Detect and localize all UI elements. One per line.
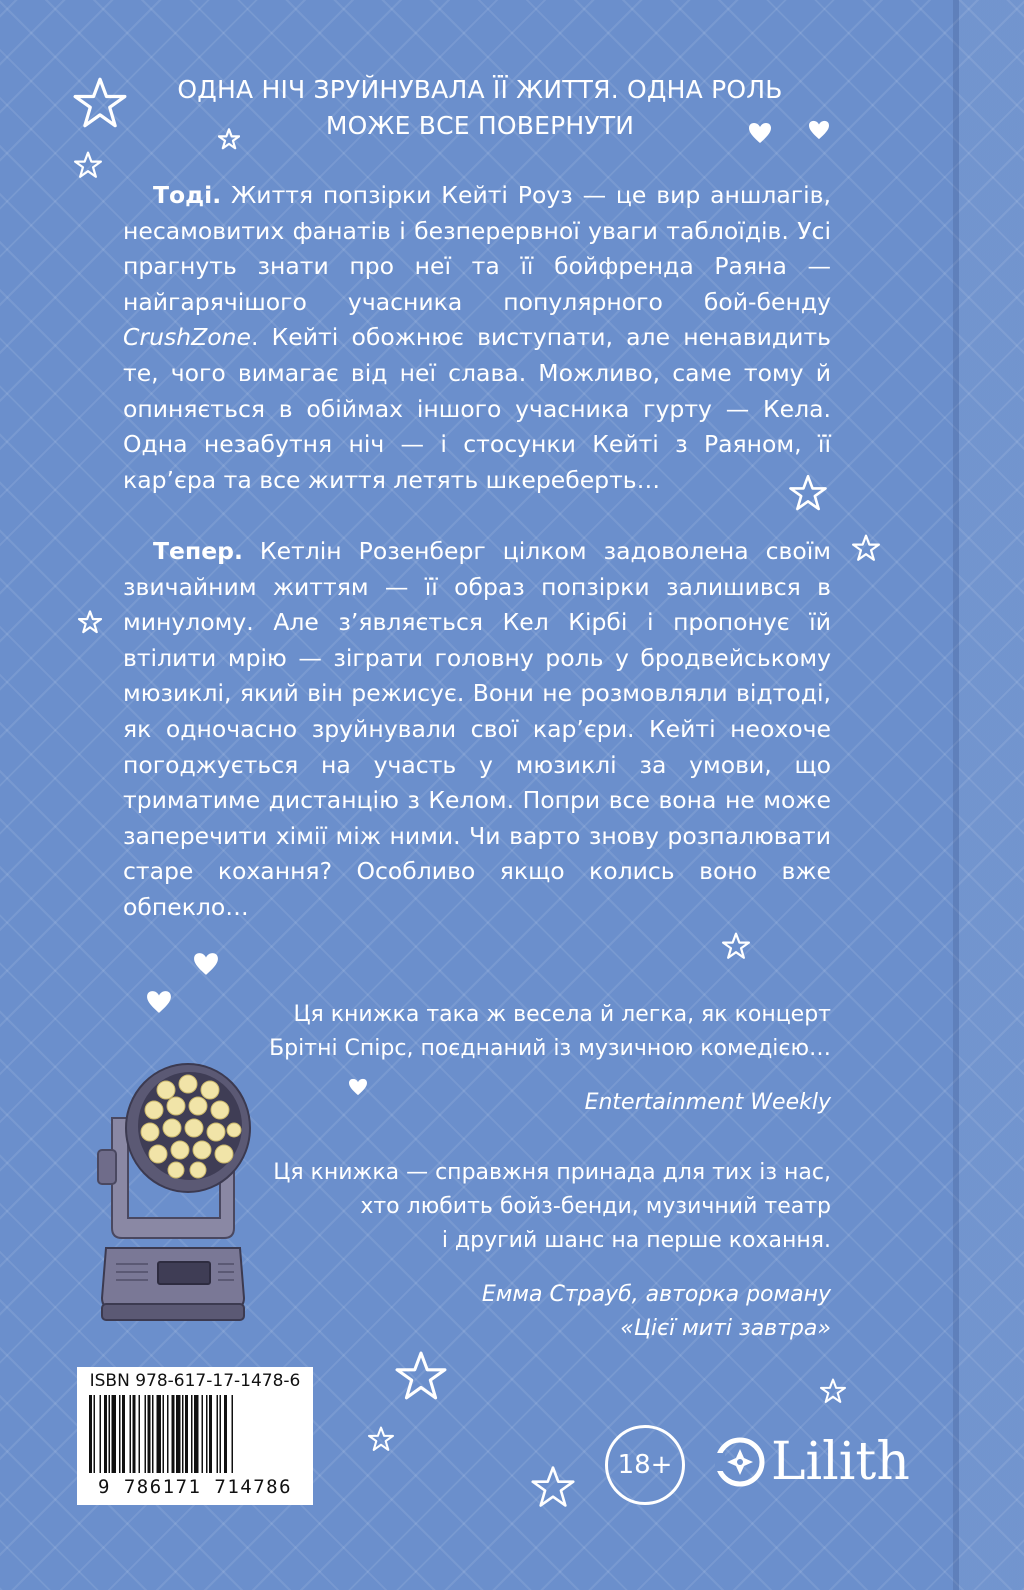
review-1-line-1: Ця книжка така ж весела й легка, як концерт [293,1002,831,1027]
heart-icon [146,990,172,1014]
barcode-bar [94,1395,96,1473]
blurb-then-text-a: Життя попзірки Кейті Роуз — це вир аншлагів, несамовитих фанатів і безперервної уваги таблоїдів. Усі прагнуть знати про неї та її бойфренда Раяна — найгарячішого учасника популярного бой-бенду [123,181,831,316]
barcode-bar [163,1395,165,1473]
star-outline-icon [394,1350,448,1402]
isbn-label: ISBN 978-617-17-1478-6 [89,1371,301,1391]
barcode-bar [172,1395,175,1473]
cover-headline [140,72,820,144]
age-rating-badge [605,1425,685,1505]
isbn-barcode-box [77,1367,313,1505]
barcode-bar [133,1395,136,1473]
barcode-bar [176,1395,181,1473]
barcode-bar [167,1395,169,1473]
barcode-bar [232,1395,234,1473]
barcode-bar [194,1395,199,1473]
review-quote-2 [211,1156,831,1258]
heart-icon [193,952,219,976]
blurb-then-text-b: . Кейті обожнює виступати, але ненавидить те, чого вимагає від неї слава. Можливо, саме тому й опиняється в обіймах іншого учасника гурту — Кела. Одна незабутня ніч — і стосунки Кейті з Раяном, її кар’єра та все життя летять шкереберть… [123,323,831,494]
barcode-bar [206,1395,208,1473]
headline-line-1: ОДНА НІЧ ЗРУЙНУВАЛА ЇЇ ЖИТТЯ. ОДНА РОЛЬ [177,75,783,104]
star-outline-icon [74,151,102,179]
star-outline-icon [72,76,128,130]
review-2-line-3: і другий шанс на перше кохання. [441,1228,831,1253]
book-spine-edge [953,0,1024,1590]
blurb-lead-then: Тоді. [153,181,222,209]
barcode-bar [145,1395,147,1473]
barcode-bar [148,1395,151,1473]
barcode-bar [209,1395,212,1473]
band-name: CrushZone [123,323,251,352]
review-2-line-2: хто любить бойз-бенди, музичний театр [360,1194,831,1219]
barcode-bar [191,1395,193,1473]
star-outline-icon [788,474,828,512]
barcode-bar [100,1395,102,1473]
review-source-1 [231,1086,831,1120]
barcode-bar [139,1395,141,1473]
heart-icon [348,1078,368,1096]
barcode-bar [130,1395,132,1473]
review-1-line-2: Брітні Спірс, поєднаний із музичною комедією… [269,1036,831,1061]
barcode-bar [112,1395,117,1473]
barcode-bar [152,1395,154,1473]
star-outline-icon [852,534,880,562]
star-outline-icon [820,1378,846,1404]
barcode-bar [104,1395,107,1473]
barcode-bar [185,1395,188,1473]
barcode-bar [89,1395,92,1473]
headline-line-2: МОЖЕ ВСЕ ПОВЕРНУТИ [325,111,635,140]
star-outline-icon [530,1465,576,1509]
star-outline-icon [722,932,750,960]
publisher-emblem-icon [715,1437,765,1487]
publisher-logo [715,1432,910,1492]
star-outline-icon [218,128,240,150]
star-outline-icon [368,1426,394,1452]
barcode-bar [217,1395,219,1473]
review-source-2 [231,1278,831,1346]
heart-icon [748,122,772,144]
barcode-bar [157,1395,162,1473]
review-2-line-1: Ця книжка — справжня принада для тих із нас, [273,1160,831,1185]
review-1-source: Entertainment Weekly [584,1090,831,1115]
barcode-bar [109,1395,111,1473]
review-2-source-author: Емма Страуб, авторка роману [481,1282,831,1307]
review-quote-1 [211,998,831,1066]
blurb-paragraph-then [123,178,831,498]
review-2-source-book: «Цієї миті завтра» [620,1316,831,1341]
stage-light-illustration [92,1058,254,1334]
barcode-bar [224,1395,227,1473]
barcode-digits: 9 786171 714786 [97,1476,293,1498]
publisher-name: Lilith [771,1432,910,1492]
barcode-bar [122,1395,125,1473]
star-outline-icon [78,610,102,634]
age-rating-text: 18+ [617,1450,673,1480]
barcode-bar [119,1395,121,1473]
blurb-lead-now: Тепер. [153,537,243,565]
barcode [87,1395,303,1475]
blurb-now-text: Кетлін Розенберг цілком задоволена своїм звичайним життям — її образ попзірки залишився в минулому. Але з’являється Кел Кірбі і пропонує їй втілити мрію — зіграти головну роль у бродвейському мюзиклі, який він режисує. Вони не розмовляли відтоді, як одночасно зруйнували свої кар’єри. Кейті неохоче погоджується на участь у мюзиклі за умови, що триматиме дистанцію з Келом. Попри все вона не може заперечити хімії між ними. Чи варто знову розпалювати старе кохання? Особливо якщо колись воно вже обпекло… [123,537,831,921]
barcode-bar [220,1395,222,1473]
barcode-bar [182,1395,184,1473]
barcode-bar [202,1395,204,1473]
blurb-paragraph-now [123,534,831,926]
heart-icon [808,120,830,140]
